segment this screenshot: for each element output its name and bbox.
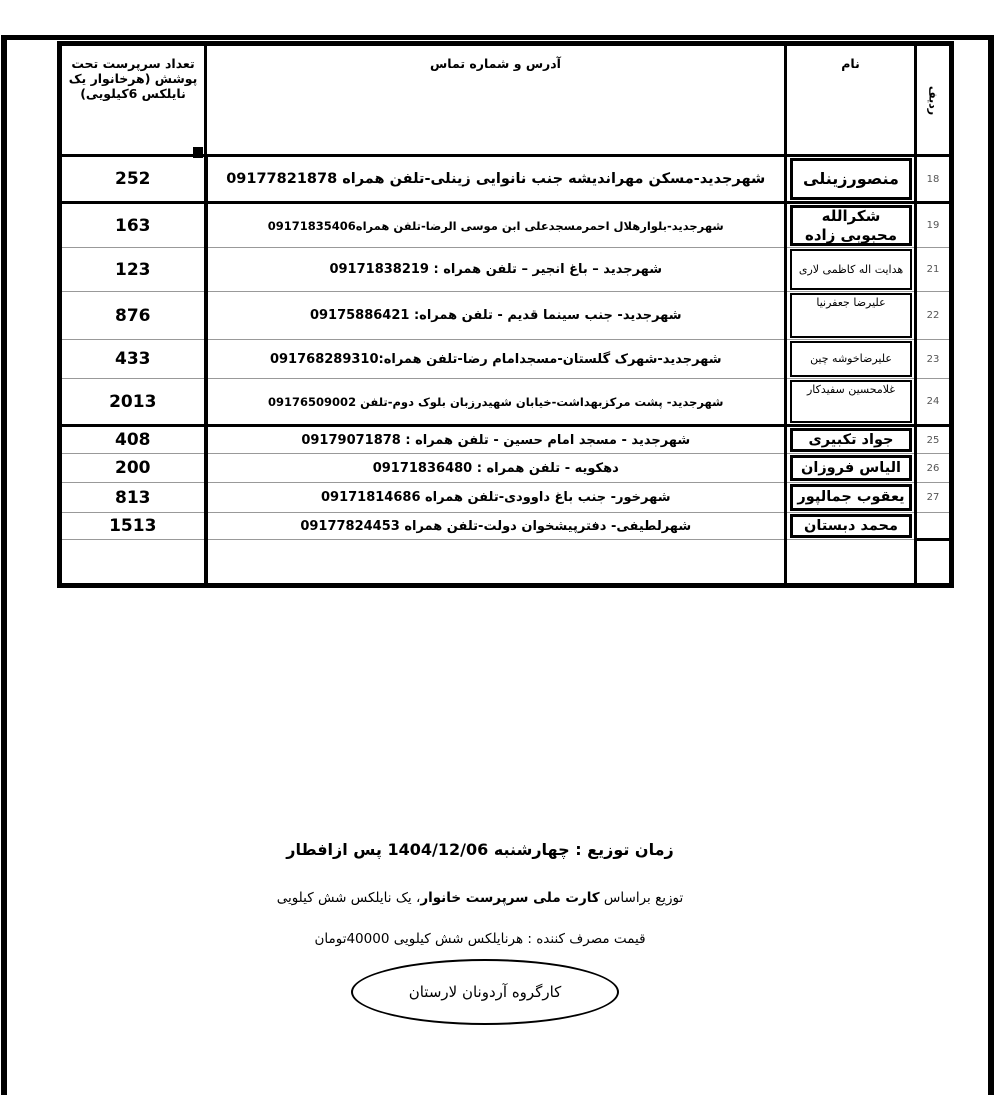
- name-box: یعقوب جمالپور: [790, 484, 912, 511]
- consumer-price-line: قیمت مصرف کننده : هرنایلکس شش کیلویی 40000تومان: [314, 931, 646, 947]
- address-cell: شهرجدید- جنب سینما قدیم - تلفن همراه: 09175886421: [206, 292, 786, 340]
- address-cell: شهرجدید-شهرک گلستان-مسجدامام رضا-تلفن همراه:091768289310: [206, 340, 786, 379]
- distribution-table: [57, 41, 954, 588]
- name-box: محمد دبستان: [790, 514, 912, 538]
- distribution-table-container: [57, 41, 954, 588]
- name-cell: [786, 156, 916, 203]
- table-row: [60, 513, 952, 540]
- address-cell: شهرخور- جنب باغ داوودی-تلفن همراه 09171814686: [206, 483, 786, 513]
- count-cell: 2013: [60, 379, 206, 426]
- count-cell: 813: [60, 483, 206, 513]
- count-cell: 123: [60, 248, 206, 292]
- row-number-cell: [916, 540, 952, 586]
- name-cell: [786, 379, 916, 426]
- empty-row: [60, 540, 952, 586]
- row-number-cell: 27: [916, 483, 952, 513]
- name-box: الیاس فروزان: [790, 455, 912, 481]
- name-cell: [786, 340, 916, 379]
- address-cell: شهرجدید - مسجد امام حسین - تلفن همراه : 09179071878: [206, 426, 786, 454]
- row-number-cell: 19: [916, 203, 952, 248]
- table-row: [60, 292, 952, 340]
- address-cell: شهرجدید-بلوارهلال احمرمسجدعلی ابن موسی الرضا-تلفن همراه09171835406: [206, 203, 786, 248]
- table-header-row: [60, 44, 952, 156]
- address-cell: [206, 540, 786, 586]
- row-number-cell: 23: [916, 340, 952, 379]
- name-cell: [786, 292, 916, 340]
- address-cell: شهرجدید – باغ انجیر – تلفن همراه : 09171838219: [206, 248, 786, 292]
- scan-artifact-square: [193, 147, 203, 158]
- name-cell: [786, 248, 916, 292]
- table-row: [60, 454, 952, 483]
- count-cell: 408: [60, 426, 206, 454]
- name-box: غلامحسین سفیدکار: [790, 380, 912, 423]
- count-cell: 1513: [60, 513, 206, 540]
- name-box: هدایت اله کاظمی لاری: [790, 249, 912, 290]
- address-cell: دهکویه - تلفن همراه : 09171836480: [206, 454, 786, 483]
- address-cell: شهرجدید- پشت مرکزبهداشت-خیابان شهیدرزبان بلوک دوم-تلفن 09176509002: [206, 379, 786, 426]
- distribution-time-line: زمان توزیع : چهارشنبه 1404/12/06 پس ازافطار: [286, 840, 674, 859]
- name-cell: [786, 483, 916, 513]
- table-row: [60, 379, 952, 426]
- name-box: علیرضا جعفرنیا: [790, 293, 912, 338]
- name-box: منصورزینلی: [790, 158, 912, 200]
- header-row-number: [916, 44, 952, 156]
- basis-prefix: توزیع براساس: [599, 890, 684, 906]
- row-number-cell: 21: [916, 248, 952, 292]
- name-cell: [786, 513, 916, 540]
- header-address: آدرس و شماره تماس: [206, 44, 786, 156]
- name-cell: [786, 540, 916, 586]
- table-row: [60, 203, 952, 248]
- table-row: [60, 426, 952, 454]
- count-cell: 252: [60, 156, 206, 203]
- name-cell: [786, 454, 916, 483]
- workgroup-oval-stamp: [351, 959, 619, 1025]
- name-box: علیرضاخوشه چین: [790, 341, 912, 377]
- table-row: [60, 156, 952, 203]
- name-box: شکرالله محبوبی زاده: [790, 205, 912, 246]
- header-name: نام: [786, 44, 916, 156]
- table-row: [60, 248, 952, 292]
- count-cell: 200: [60, 454, 206, 483]
- basis-suffix: ، یک نایلکس شش کیلویی: [276, 890, 421, 906]
- distribution-basis-line: [0, 890, 960, 906]
- row-number-cell: 24: [916, 379, 952, 426]
- address-cell: شهرلطیفی- دفترپیشخوان دولت-تلفن همراه 09177824453: [206, 513, 786, 540]
- row-number-cell: 18: [916, 156, 952, 203]
- name-cell: [786, 426, 916, 454]
- table-body: [60, 156, 952, 540]
- row-number-cell: 22: [916, 292, 952, 340]
- name-box: جواد تکبیری: [790, 428, 912, 452]
- table-row: [60, 483, 952, 513]
- row-number-cell: 25: [916, 426, 952, 454]
- header-count: تعداد سرپرست تحت پوشش (هرخانوار یک نایلکس 6کیلویی): [60, 44, 206, 156]
- count-cell: 163: [60, 203, 206, 248]
- count-cell: [60, 540, 206, 586]
- table-row: [60, 340, 952, 379]
- stamp-label: کارگروه آردونان لارستان: [408, 983, 562, 1001]
- basis-bold: کارت ملی سرپرست خانوار: [420, 890, 600, 906]
- address-cell: شهرجدید-مسکن مهراندیشه جنب نانوایی زینلی-تلفن همراه 09177821878: [206, 156, 786, 203]
- name-cell: [786, 203, 916, 248]
- count-cell: 433: [60, 340, 206, 379]
- row-number-cell: 26: [916, 454, 952, 483]
- header-row-number-label: ردیف: [926, 85, 940, 115]
- row-number-cell: [916, 513, 952, 540]
- count-cell: 876: [60, 292, 206, 340]
